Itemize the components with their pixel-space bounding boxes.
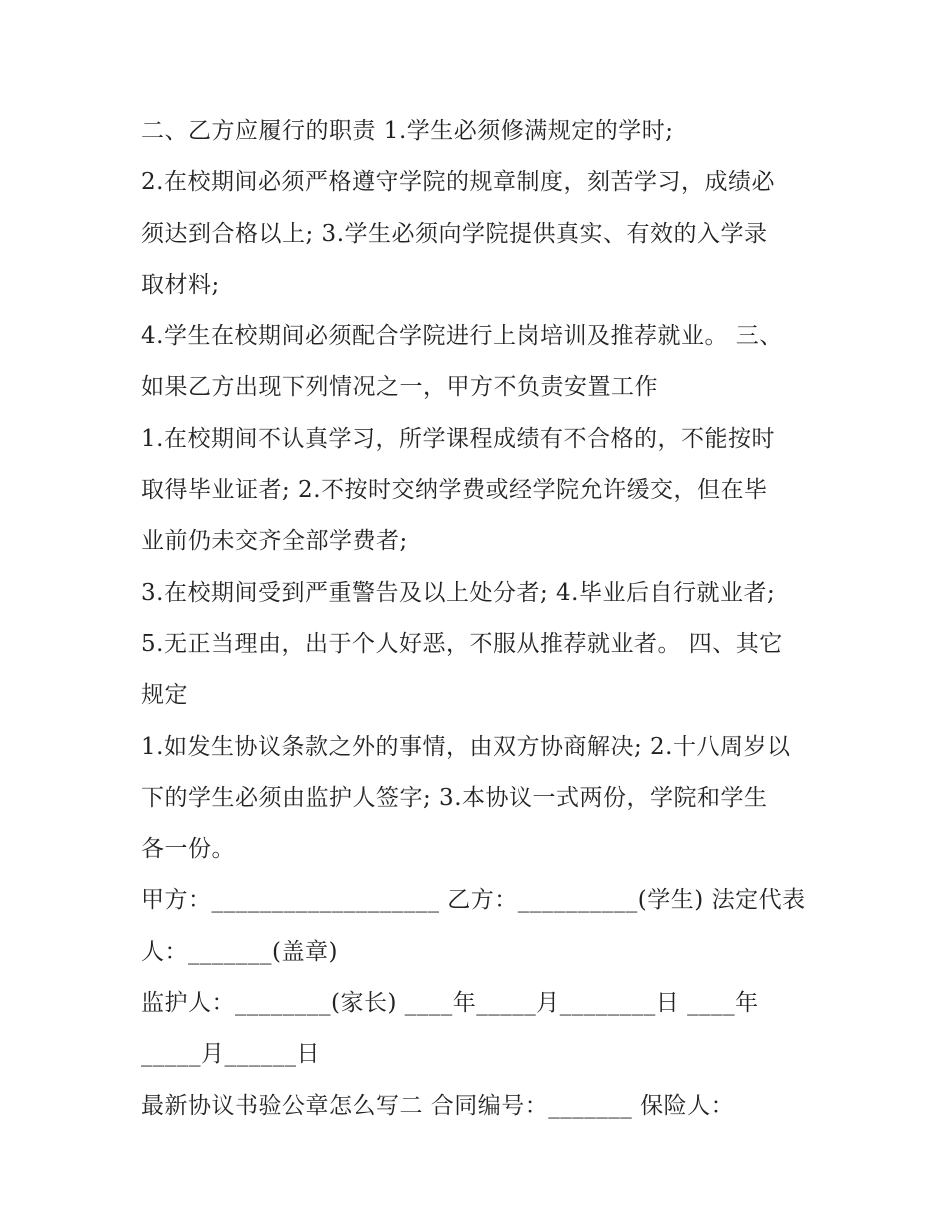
text-line: 取得毕业证者; 2.不按时交纳学费或经学院允许缓交，但在毕 <box>141 477 768 504</box>
text-line: 如果乙方出现下列情况之一，甲方不负责安置工作 <box>141 374 658 401</box>
text-line: 业前仍未交齐全部学费者; <box>141 528 408 555</box>
text-line: 须达到合格以上; 3.学生必须向学院提供真实、有效的入学录 <box>141 220 768 247</box>
signature-line: 人：_______(盖章) <box>141 938 338 965</box>
text-line: 取材料; <box>141 271 220 298</box>
text-line: 下的学生必须由监护人签字; 3.本协议一式两份，学院和学生 <box>141 784 768 811</box>
text-line: 3.在校期间受到严重警告及以上处分者; 4.毕业后自行就业者; <box>141 579 776 606</box>
signature-line: _____月______日 <box>141 1041 320 1068</box>
text-line: 二、乙方应履行的职责 1.学生必须修满规定的学时; <box>141 118 674 144</box>
text-line: 5.无正当理由，出于个人好恶，不服从推荐就业者。 四、其它 <box>141 630 783 657</box>
signature-line: 监护人：________(家长) ____年_____月________日 ____年 <box>141 990 759 1017</box>
text-line: 1.如发生协议条款之外的事情，由双方协商解决; 2.十八周岁以 <box>141 733 791 760</box>
text-line: 最新协议书验公章怎么写二 合同编号：_______ 保险人： <box>141 1092 735 1119</box>
text-line: 1.在校期间不认真学习，所学课程成绩有不合格的，不能按时 <box>141 425 775 452</box>
text-line: 2.在校期间必须严格遵守学院的规章制度，刻苦学习，成绩必 <box>141 169 775 196</box>
signature-line: 甲方：___________________ 乙方：__________(学生) 法定代表 <box>141 887 806 914</box>
text-line: 4.学生在校期间必须配合学院进行上岗培训及推荐就业。 三、 <box>141 323 783 350</box>
text-line: 各一份。 <box>141 836 235 863</box>
document-body <box>141 109 821 1135</box>
text-line: 规定 <box>141 682 188 709</box>
